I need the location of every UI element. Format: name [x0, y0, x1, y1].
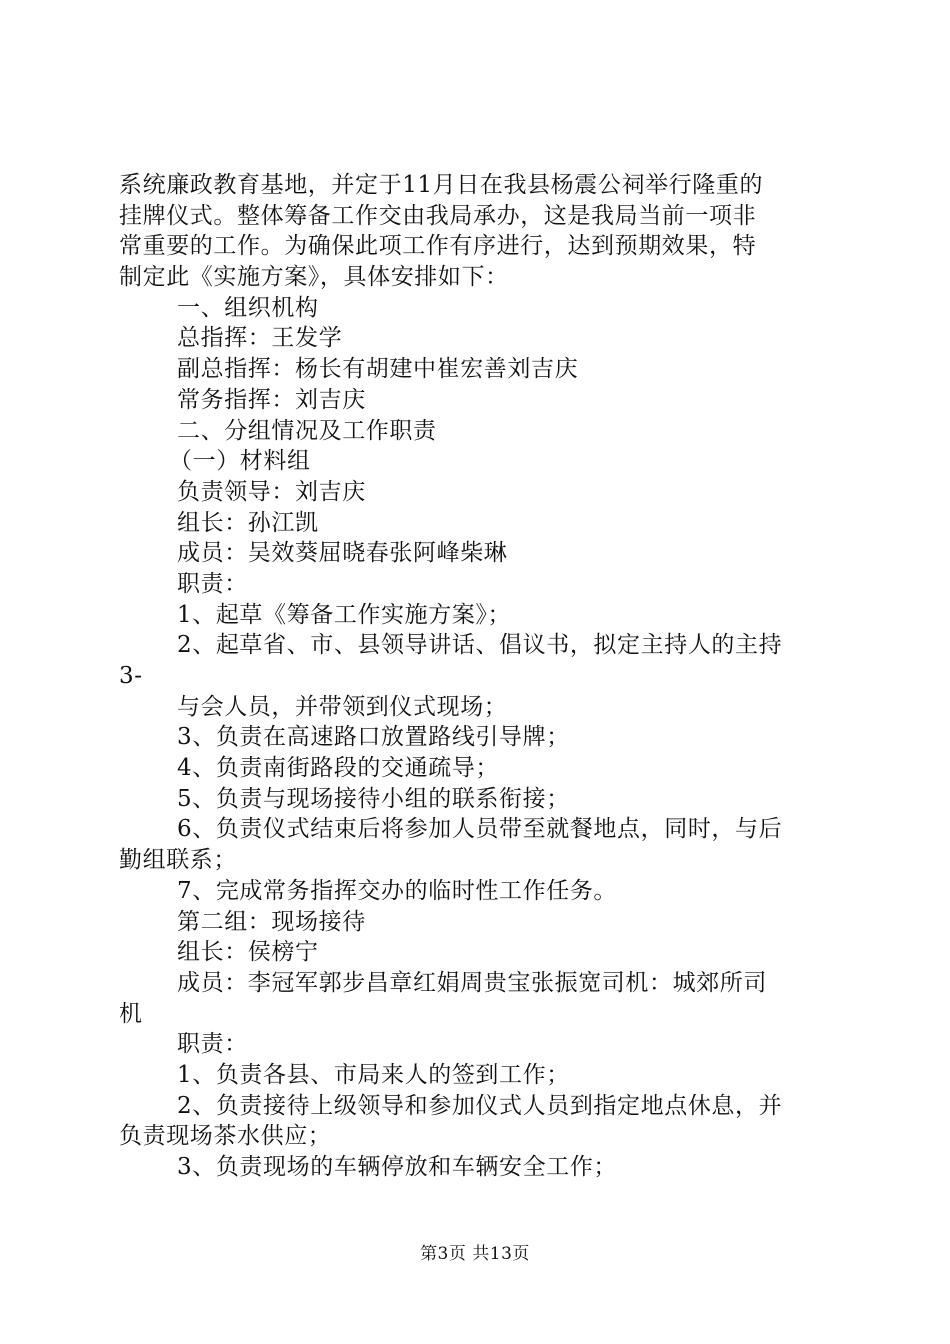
- text-line: 1、负责各县、市局来人的签到工作；: [177, 1061, 570, 1088]
- text-line: 二、分组情况及工作职责: [177, 417, 437, 444]
- text-line: 2、负责接待上级领导和参加仪式人员到指定地点休息，并: [177, 1092, 783, 1119]
- text-line: 常务指挥：刘吉庆: [177, 386, 366, 413]
- text-line: 制定此《实施方案》，具体安排如下：: [119, 264, 509, 291]
- text-line: 系统廉政教育基地，并定于11月日在我县杨震公祠举行隆重的: [119, 172, 764, 198]
- text-line: 5、负责与现场接待小组的联系衔接；: [177, 785, 570, 812]
- text-line: 组长：孙江凯: [177, 509, 319, 536]
- document-body: [119, 170, 831, 1183]
- text-line: 与会人员，并带领到仪式现场；: [177, 693, 508, 720]
- text-line: （一）材料组: [169, 448, 311, 475]
- text-line: 3、负责现场的车辆停放和车辆安全工作；: [177, 1154, 618, 1180]
- text-line: 挂牌仪式。整体筹备工作交由我局承办，这是我局当前一项非: [119, 202, 757, 229]
- text-line: 3、负责在高速路口放置路线引导牌；: [177, 724, 570, 751]
- text-line: 职责：: [177, 1031, 248, 1058]
- text-line: 1、起草《筹备工作实施方案》；: [177, 601, 512, 628]
- text-line: 2、起草省、市、县领导讲话、倡议书，拟定主持人的主持: [177, 632, 783, 659]
- text-line: 7、完成常务指挥交办的临时性工作任务。: [177, 877, 618, 904]
- text-line: 职责：: [177, 570, 248, 597]
- text-line: 6、负责仪式结束后将参加人员带至就餐地点，同时，与后: [177, 816, 783, 843]
- text-line: 总指挥：王发学: [177, 325, 343, 352]
- text-line: 负责现场茶水供应；: [119, 1123, 332, 1150]
- page-footer: 第3页 共13页: [420, 1244, 530, 1264]
- text-line: 3-: [119, 663, 143, 689]
- text-line: 机: [119, 1000, 143, 1027]
- text-line: 常重要的工作。为确保此项工作有序进行，达到预期效果，特: [119, 233, 757, 260]
- text-line: 组长：侯榜宁: [177, 939, 319, 966]
- text-line: 副总指挥：杨长有胡建中崔宏善刘吉庆: [177, 356, 579, 383]
- text-line: 负责领导：刘吉庆: [177, 478, 366, 505]
- text-line: 一、组织机构: [177, 294, 319, 321]
- text-line: 成员：吴效葵屈晓春张阿峰柴琳: [177, 540, 508, 567]
- text-line: 成员：李冠军郭步昌章红娟周贵宝张振宽司机：城郊所司: [177, 969, 767, 996]
- text-line: 4、负责南街路段的交通疏导；: [177, 755, 500, 782]
- text-line: 勤组联系；: [119, 847, 237, 874]
- text-line: 第二组：现场接待: [177, 908, 366, 935]
